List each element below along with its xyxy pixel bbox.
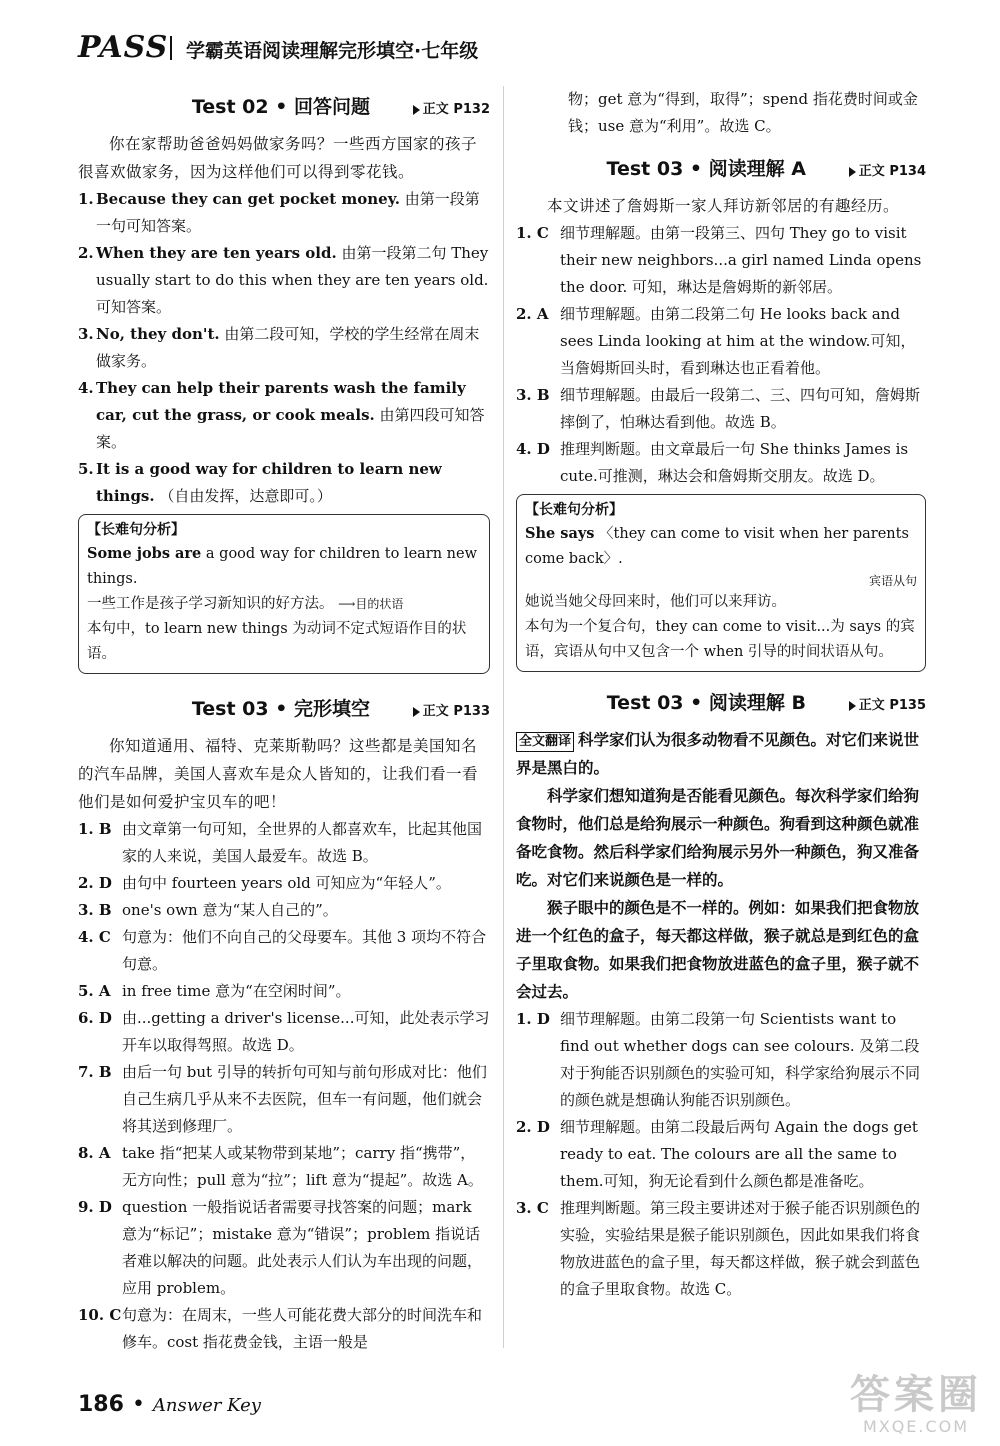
analysis-note: 本句为一个复合句，they can come to visit...为 says 的宾语，宾语从句中又包含一个 when 引导的时间状语从句。: [525, 619, 915, 660]
answer-item: 3. C 推理判断题。第三段主要讲述对于猴子能否识别颜色的实验，实验结果是猴子能识别颜色，因此如果我们将食物放进蓝色的盒子里，每天都这样做，猴子就会到蓝色的盒子里取食物。故选 C。: [516, 1199, 921, 1298]
sentence-analysis-box: [516, 494, 926, 672]
page-footer: [78, 1392, 261, 1417]
page-header: [78, 30, 938, 70]
translation: 她说当她父母回来时，他们可以来拜访。: [525, 594, 786, 610]
section-intro: 本文讲述了詹姆斯一家人拜访新邻居的有趣经历。: [547, 197, 900, 215]
page-reference: 正文 P134: [849, 160, 926, 179]
section-header: [78, 90, 490, 124]
left-column: [78, 86, 490, 1356]
answer-item: 5. A in free time 意为“在空闲时间”。: [78, 982, 351, 1000]
section-title: Test 03 • 阅读理解 B: [606, 692, 806, 714]
answer-item: 3. B 细节理解题。由最后一段第二、三、四句可知，詹姆斯摔倒了，怕琳达看到他。故选 B。: [516, 386, 921, 431]
answer-item: 9. D question 一般指说话者需要寻找答案的问题；mark 意为“标记”；mistake 意为“错误”；problem 指说话者难以解决的问题。此处表示人们认为车出现的问题，应用 problem。: [78, 1198, 483, 1297]
answer-item: 10. C 句意为：在周末，一些人可能花费大部分的时间洗车和修车。cost 指花费金钱，主语一般是: [78, 1306, 483, 1351]
answer-item: 5. It is a good way for children to learn new things. （自由发挥，达意即可。）: [78, 460, 442, 505]
example-sentence: She says 〈they can come to visit when her parents come back〉.: [525, 525, 909, 567]
pass-logo: PASS: [78, 30, 169, 65]
answer-item: 8. A take 指“把某人或某物带到某地”；carry 指“携带”，无方向性；pull 意为“拉”；lift 意为“提起”。故选 A。: [78, 1144, 483, 1189]
header-divider: [170, 36, 172, 60]
full-translation: 全文翻译 科学家们认为很多动物看不见颜色。对它们来说世界是黑白的。: [516, 730, 920, 777]
continued-text: 物；get 意为“得到，取得”；spend 指花费时间或金钱；use 意为“利用”。故选 C。: [568, 90, 918, 135]
answer-item: 4. D 推理判断题。由文章最后一句 She thinks James is cute.可推测，琳达会和詹姆斯交朋友。故选 D。: [516, 440, 909, 485]
watermark-url: MXQE.COM: [862, 1417, 970, 1436]
section-intro: 你知道通用、福特、克莱斯勒吗？这些都是美国知名的汽车品牌，美国人喜欢车是众人皆知的，让我们看一看他们是如何爱护宝贝车的吧！: [78, 737, 479, 811]
box-title: 【长难句分析】: [525, 502, 623, 518]
page-reference: 正文 P133: [413, 700, 490, 719]
footer-label: Answer Key: [152, 1395, 261, 1416]
answer-item: 7. B 由后一句 but 引导的转折句可知与前句形成对比：他们自己生病几乎从来不去医院，但车一有问题，他们就会将其送到修理厂。: [78, 1063, 487, 1135]
section-title: Test 02 • 回答问题: [191, 96, 370, 118]
answer-item: 2. D 由句中 fourteen years old 可知应为“年轻人”。: [78, 874, 451, 892]
bullet-icon: •: [131, 1392, 145, 1417]
answer-item: 1. D 细节理解题。由第二段第一句 Scientists want to find out whether dogs can see colours. 及第二段对于狗能否识别颜色的实验可知，科学家给狗展示不同的颜色就是想确认狗能否识别颜色。: [516, 1010, 921, 1109]
answer-item: 1. Because they can get pocket money. 由第一段第一句可知答案。: [78, 190, 480, 235]
section-title: Test 03 • 阅读理解 A: [606, 158, 806, 180]
translation-paragraph: 科学家们想知道狗是否能看见颜色。每次科学家们给狗食物时，他们总是给狗展示一种颜色。狗看到这种颜色就准备吃食物。然后科学家们给狗展示另外一种颜色，狗又准备吃。对它们来说颜色是一样的。: [516, 786, 920, 889]
answer-item: 3. No, they don't. 由第二段可知，学校的学生经常在周末做家务。: [78, 325, 480, 370]
answer-item: 1. C 细节理解题。由第一段第三、四句 They go to visit their new neighbors...a girl named Linda opens the door. 可知，琳达是詹姆斯的新邻居。: [516, 224, 922, 296]
triangle-icon: [413, 707, 420, 717]
translation-paragraph: 猴子眼中的颜色是不一样的。例如：如果我们把食物放进一个红色的盒子，每天都这样做，猴子就总是到红色的盒子里取食物。如果我们把食物放进蓝色的盒子里，猴子就不会过去。: [516, 898, 920, 1001]
translation-tag: 全文翻译: [516, 732, 574, 752]
column-divider: [503, 86, 504, 1348]
section-header: [78, 692, 490, 726]
page-reference: 正文 P135: [849, 694, 926, 713]
answer-item: 2. When they are ten years old. 由第一段第二句 They usually start to do this when they are ten years old.可知答案。: [78, 244, 489, 316]
answer-item: 2. A 细节理解题。由第二段第二句 He looks back and sees Linda looking at him at the window.可知，当詹姆斯回头时，看到琳达也正看着他。: [516, 305, 916, 377]
clause-label: 宾语从句: [868, 574, 917, 588]
triangle-icon: [413, 105, 420, 115]
answer-item: 4. C 句意为：他们不向自己的父母要车。其他 3 项均不符合句意。: [78, 928, 487, 973]
watermark: [850, 1373, 982, 1436]
answer-item: 4. They can help their parents wash the family car, cut the grass, or cook meals. 由第四段可知答案。: [78, 379, 485, 451]
sentence-analysis-box: [78, 514, 490, 674]
section-header: [516, 686, 926, 720]
right-column: [516, 86, 926, 1303]
answer-item: 2. D 细节理解题。由第二段最后两句 Again the dogs get ready to eat. The colours are all the same to them.可知，狗无论看到什么颜色都是准备吃。: [516, 1118, 918, 1190]
page-number: 186: [78, 1392, 124, 1417]
example-sentence: Some jobs are a good way for children to learn new things.: [87, 545, 478, 587]
section-header: [516, 152, 926, 186]
page-reference: 正文 P132: [413, 98, 490, 117]
translation: 一些工作是孩子学习新知识的好方法。 ⟶目的状语: [87, 596, 404, 612]
section-title: Test 03 • 完形填空: [191, 698, 370, 720]
book-title: 学霸英语阅读理解完形填空·七年级: [186, 40, 479, 62]
answer-item: 3. B one's own 意为“某人自己的”。: [78, 901, 338, 919]
analysis-note: 本句中，to learn new things 为动词不定式短语作目的状语。: [87, 621, 467, 662]
section-intro: 你在家帮助爸爸妈妈做家务吗？一些西方国家的孩子很喜欢做家务，因为这样他们可以得到零花钱。: [78, 135, 478, 181]
triangle-icon: [849, 167, 856, 177]
answer-item: 6. D 由...getting a driver's license...可知，此处表示学习开车以取得驾照。故选 D。: [78, 1009, 490, 1054]
triangle-icon: [849, 701, 856, 711]
answer-item: 1. B 由文章第一句可知，全世界的人都喜欢车，比起其他国家的人来说，美国人最爱车。故选 B。: [78, 820, 483, 865]
box-title: 【长难句分析】: [87, 522, 185, 538]
watermark-text: 答案圈: [850, 1372, 982, 1418]
